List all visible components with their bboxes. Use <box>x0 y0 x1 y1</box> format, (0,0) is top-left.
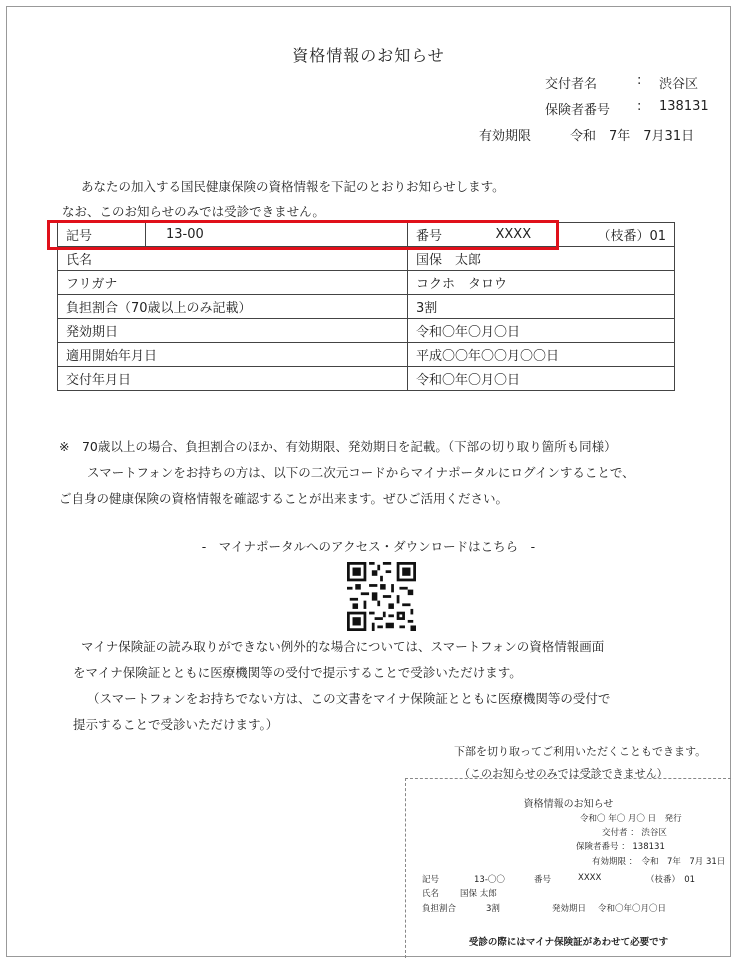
stub-futan-value: 3割 <box>486 904 500 914</box>
bango-value: XXXX <box>474 223 574 247</box>
qr-code[interactable] <box>347 562 416 631</box>
issuer-sep: : <box>637 73 642 88</box>
stub-bango-value: XXXX <box>578 873 602 883</box>
portal-caption: - マイナポータルへのアクセス・ダウンロードはこちら - <box>201 539 536 554</box>
row-value: 国保 太郎 <box>408 247 675 271</box>
kigou-value: 13-00 <box>146 223 408 247</box>
cutout-stub[interactable] <box>405 778 731 958</box>
table-row <box>58 367 675 391</box>
cut-note-1: 下部を切り取ってご利用いただくこともできます。 <box>454 745 707 758</box>
table-row <box>58 247 675 271</box>
cut-note-2: （このお知らせのみでは受診できません） <box>459 767 668 780</box>
stub-hakko-label: 発効期日 <box>552 904 587 914</box>
insurer-value: 138131 <box>659 99 709 114</box>
insurer-label: 保険者番号 <box>545 103 611 118</box>
stub-insurer: 保険者番号 ： 138131 <box>576 842 665 852</box>
insurer-sep: : <box>637 99 642 114</box>
row-label: 負担割合（70歳以上のみ記載） <box>58 295 408 319</box>
stub-name-value: 国保 太郎 <box>460 889 497 899</box>
kigou-label: 記号 <box>58 223 146 247</box>
row-label: 氏名 <box>58 247 408 271</box>
stub-validity: 有効期限 ： 令和 7年 7月 31日 <box>592 857 726 867</box>
table-row <box>58 319 675 343</box>
stub-bango-label: 番号 <box>534 875 552 885</box>
validity-label: 有効期限 <box>479 129 532 144</box>
issuer-value: 渋谷区 <box>659 77 699 92</box>
intro-line-2: なお、このお知らせのみでは受診できません。 <box>62 204 325 219</box>
page-title: 資格情報のお知らせ <box>292 46 445 65</box>
bango-label: 番号 <box>408 223 474 247</box>
card-note-4: 提示することで受診いただけます。） <box>73 717 279 732</box>
row-label: 交付年月日 <box>58 367 408 391</box>
row-label: 適用開始年月日 <box>58 343 408 367</box>
table-row <box>58 271 675 295</box>
card-note-1: マイナ保険証の読み取りができない例外的な場合については、スマートフォンの資格情報画面 <box>81 639 605 654</box>
row-value: 平成〇〇年〇〇月〇〇日 <box>408 343 675 367</box>
stub-futan-label: 負担割合 <box>422 904 457 914</box>
card-note-3: （スマートフォンをお持ちでない方は、この文書をマイナ保険証とともに医療機関等の受付で <box>87 691 611 706</box>
row-label: フリガナ <box>58 271 408 295</box>
stub-issued: 令和〇 年〇 月〇 日 発行 <box>580 814 682 824</box>
table-row <box>58 295 675 319</box>
validity-value: 令和 7年 7月31日 <box>570 129 695 144</box>
stub-issuer: 交付者 ： 渋谷区 <box>602 828 667 838</box>
note-line-3: ご自身の健康保険の資格情報を確認することが出来ます。ぜひご活用ください。 <box>59 491 509 506</box>
stub-title: 資格情報のお知らせ <box>523 799 614 810</box>
stub-name-label: 氏名 <box>422 889 440 899</box>
row-label: 発効期日 <box>58 319 408 343</box>
stub-hakko-value: 令和〇年〇月〇日 <box>598 904 667 914</box>
stub-footer: 受診の際にはマイナ保険証があわせて必要です <box>468 937 669 948</box>
stub-edaban: （枝番） 01 <box>646 875 696 885</box>
card-note-2: をマイナ保険証とともに医療機関等の受付で提示することで受診いただけます。 <box>73 665 522 680</box>
intro-line-1: あなたの加入する国民健康保険の資格情報を下記のとおりお知らせします。 <box>81 179 505 194</box>
stub-kigou-value: 13-〇〇 <box>474 875 505 885</box>
issuer-label: 交付者名 <box>545 77 598 92</box>
row-value: 3割 <box>408 295 675 319</box>
row-value: 令和〇年〇月〇日 <box>408 367 675 391</box>
note-line-1: ※ 70歳以上の場合、負担割合のほか、有効期限、発効期日を記載。（下部の切り取り箇所も同様） <box>59 439 617 454</box>
edaban-value: （枝番）01 <box>574 223 675 247</box>
table-row <box>58 343 675 367</box>
highlight-box <box>47 220 559 250</box>
note-line-2: スマートフォンをお持ちの方は、以下の二次元コードからマイナポータルにログインすることで、 <box>87 465 635 480</box>
row-value: 令和〇年〇月〇日 <box>408 319 675 343</box>
row-value: コクホ タロウ <box>408 271 675 295</box>
stub-kigou-label: 記号 <box>422 875 440 885</box>
